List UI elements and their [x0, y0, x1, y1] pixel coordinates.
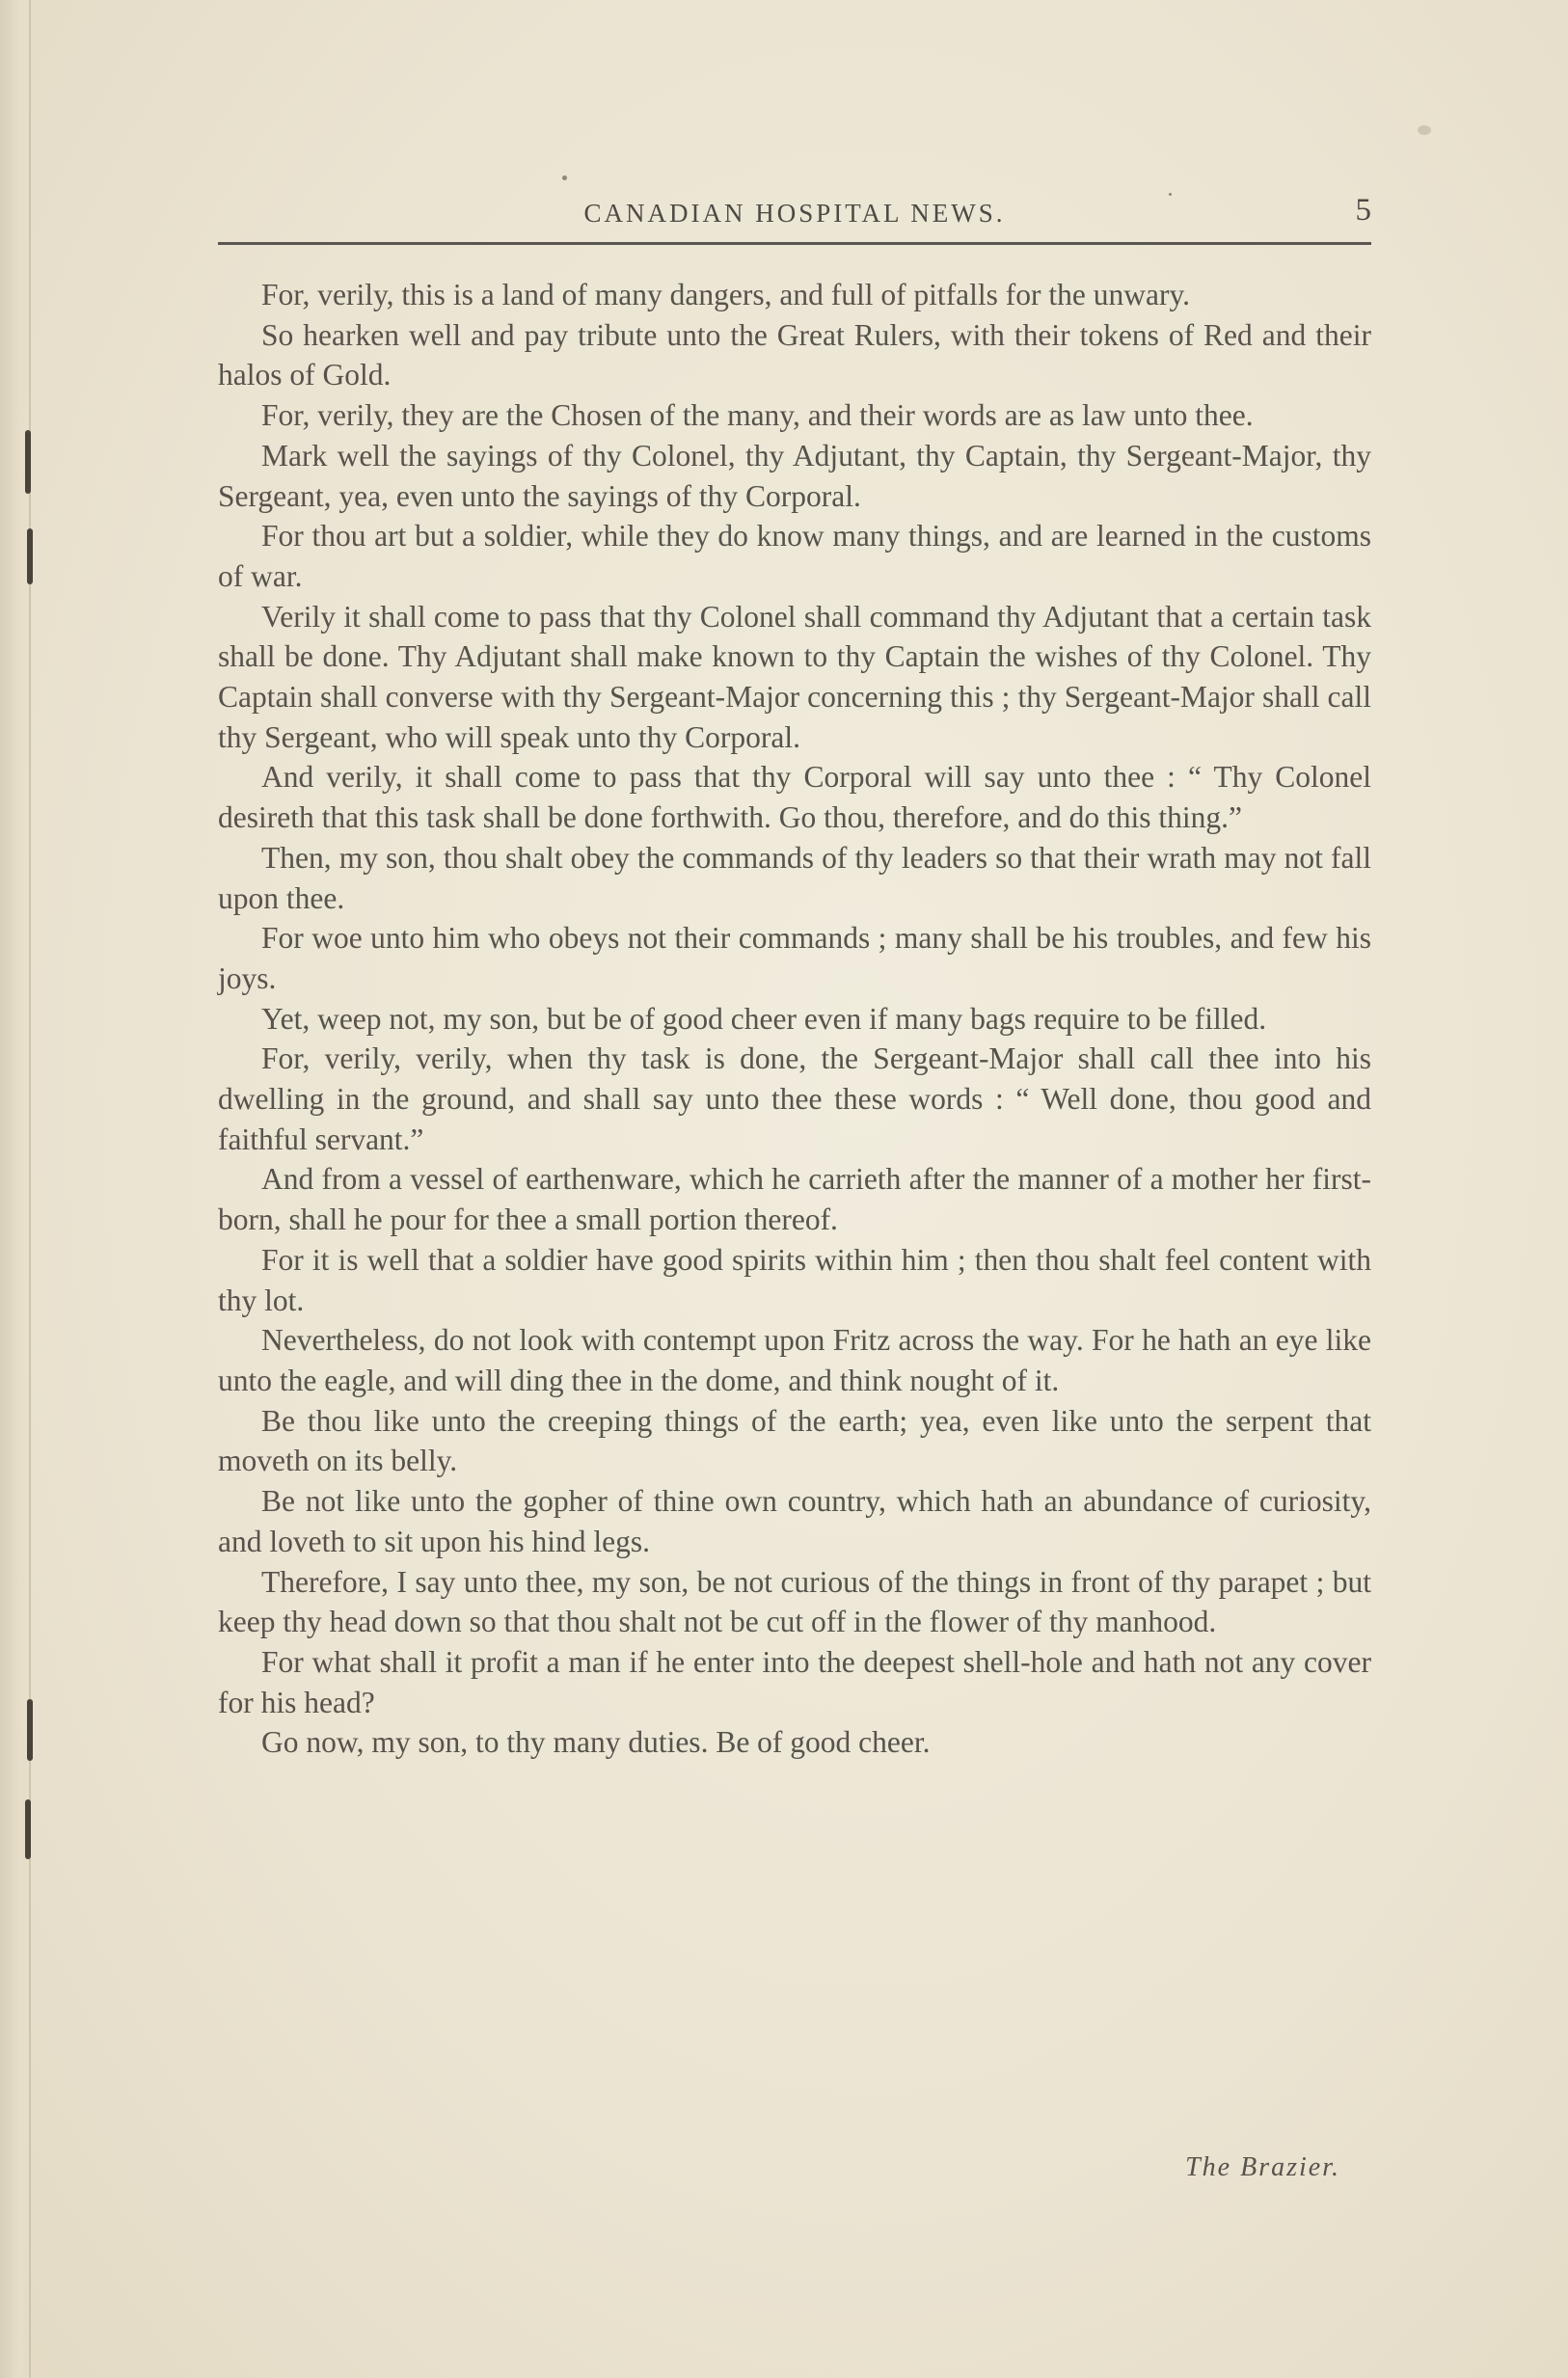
page-header — [218, 189, 1371, 247]
running-title: CANADIAN HOSPITAL NEWS. — [583, 199, 1006, 228]
paragraph: For it is well that a soldier have good spirits within him ; then thou shalt feel content with thy lot. — [218, 1242, 1371, 1317]
binding-edge — [0, 0, 33, 2378]
paragraph: Mark well the sayings of thy Colonel, thy Adjutant, thy Captain, thy Sergeant-Major, thy Sergeant, yea, even unto the sayings of thy Corporal. — [218, 438, 1371, 513]
paragraph: Yet, weep not, my son, but be of good cheer even if many bags require to be filled. — [261, 1001, 1267, 1036]
binding-line — [29, 0, 31, 2378]
paper-speck — [562, 176, 567, 180]
paragraph: And from a vessel of earthenware, which he carrieth after the manner of a mother her first-born, shall he pour for thee a small portion thereof. — [218, 1162, 1371, 1237]
staple-mark — [27, 1699, 33, 1761]
paragraph: Be not like unto the gopher of thine own country, which hath an abundance of curiosity, and loveth to sit upon his hind legs. — [218, 1484, 1371, 1558]
paragraph: Then, my son, thou shalt obey the commands of thy leaders so that their wrath may not fall upon thee. — [218, 840, 1371, 915]
paragraph: Be thou like unto the creeping things of the earth; yea, even like unto the serpent that moveth on its belly. — [218, 1403, 1371, 1478]
staple-mark — [25, 1799, 31, 1859]
paper-speck — [1418, 125, 1431, 135]
paragraph: Therefore, I say unto thee, my son, be not curious of the things in front of thy parapet ; but keep thy head down so that thou shalt not be cut off in the flower of thy manhood. — [218, 1564, 1371, 1639]
paragraph: For, verily, verily, when thy task is done, the Sergeant-Major shall call thee into his dwelling in the ground, and shall say unto thee these words : “ Well done, thou good and faithful servant.” — [218, 1041, 1371, 1156]
paragraph: Verily it shall come to pass that thy Colonel shall command thy Adjutant that a certain task shall be done. Thy Adjutant shall make known to thy Captain the wishes of thy Colonel. Thy Captain shall converse with thy Sergeant-Major concerning this ; thy Sergeant-Major shall call thy Sergeant, who will speak unto thy Corporal. — [218, 599, 1371, 754]
paragraph: Nevertheless, do not look with contempt upon Fritz across the way. For he hath an eye like unto the eagle, and will ding thee in the dome, and think nought of it. — [218, 1323, 1371, 1397]
article-body — [218, 275, 1371, 1763]
page-number: 5 — [1355, 193, 1371, 228]
paragraph: For thou art but a soldier, while they do know many things, and are learned in the customs of war. — [218, 519, 1371, 593]
header-rule — [218, 242, 1371, 245]
paragraph: For, verily, this is a land of many dangers, and full of pitfalls for the unwary. — [261, 278, 1191, 311]
staple-mark — [27, 528, 33, 584]
paragraph: For, verily, they are the Chosen of the many, and their words are as law unto thee. — [261, 398, 1254, 433]
paragraph: So hearken well and pay tribute unto the Great Rulers, with their tokens of Red and their halos of Gold. — [218, 317, 1371, 392]
paragraph: For woe unto him who obeys not their commands ; many shall be his troubles, and few his joys. — [218, 921, 1371, 995]
paragraph: And verily, it shall come to pass that thy Corporal will say unto thee : “ Thy Colonel desireth that this task shall be done forthwith. Go thou, therefore, and do this thing.” — [218, 760, 1371, 835]
author-signature: The Brazier. — [1185, 2152, 1340, 2182]
staple-mark — [25, 430, 31, 494]
paragraph: For what shall it profit a man if he enter into the deepest shell-hole and hath not any cover for his head? — [218, 1644, 1371, 1719]
paragraph: Go now, my son, to thy many duties. Be of good cheer. — [261, 1725, 931, 1760]
